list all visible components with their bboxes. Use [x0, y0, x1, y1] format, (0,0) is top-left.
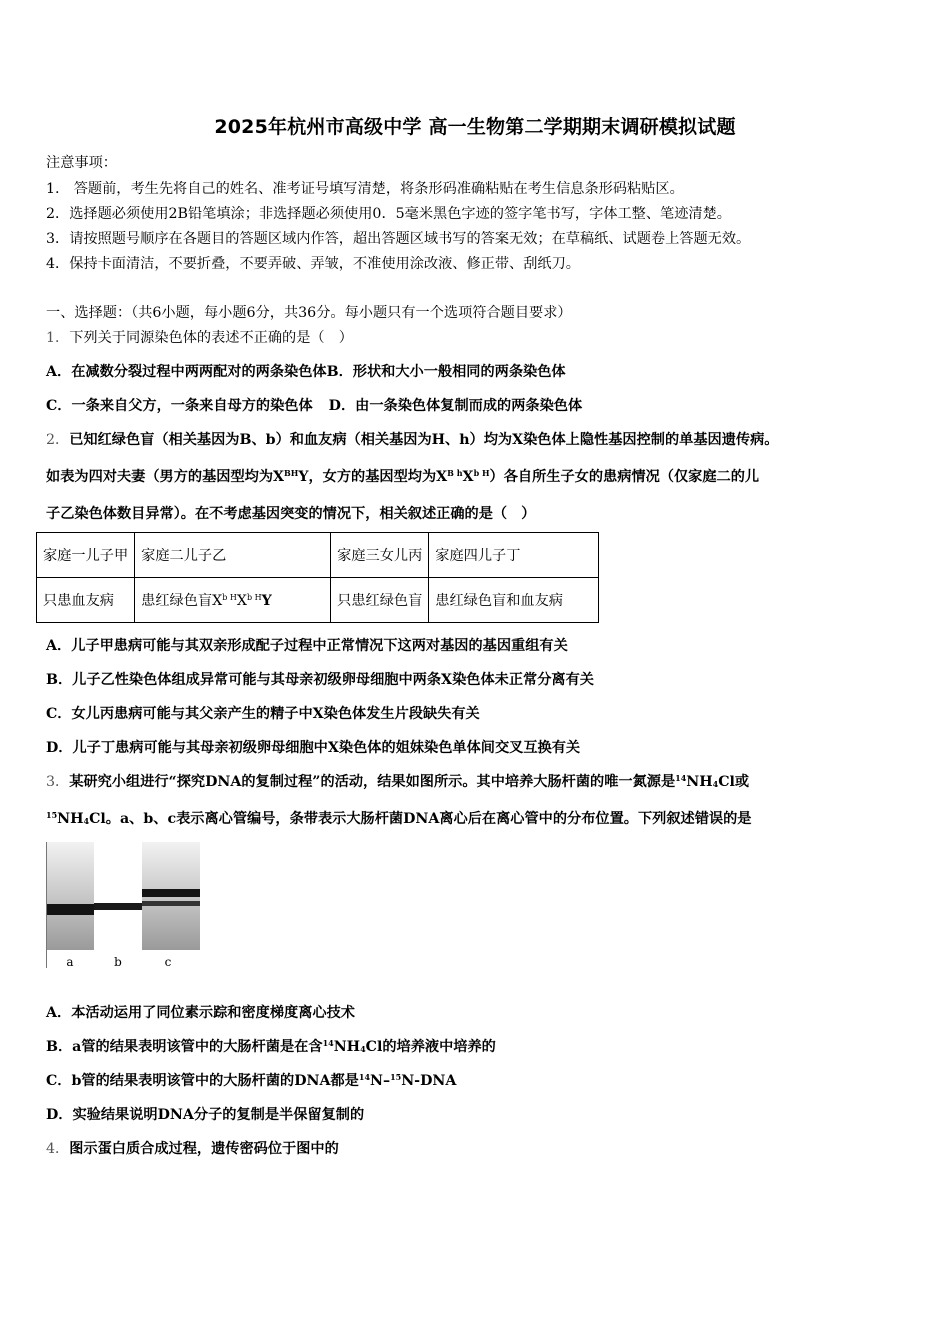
question-stem: 图示蛋白质合成过程，遗传密码位于图中的	[69, 1141, 339, 1157]
cell-text: Y	[261, 593, 272, 609]
q3-option-c[interactable]	[46, 1070, 456, 1090]
tube-b-band	[94, 903, 142, 910]
q1-option-b[interactable]: B．形状和大小一般相同的两条染色体	[326, 364, 566, 380]
q1-options-ab	[46, 361, 566, 381]
stem-text: NH	[57, 811, 84, 827]
table-cell	[135, 578, 331, 623]
q1-option-d[interactable]: D．由一条染色体复制而成的两条染色体	[328, 398, 583, 414]
superscript: 14	[322, 1038, 334, 1048]
tube-label-a: a	[66, 955, 74, 969]
option-text: Cl的培养液中培养的	[365, 1039, 496, 1055]
genotype-table	[36, 532, 599, 623]
superscript: 15	[390, 1072, 402, 1082]
notice-item-1: 1. 答题前，考生先将自己的姓名、准考证号填写清楚，将条形码准确粘贴在考生信息条形码粘贴区。	[46, 181, 684, 197]
table-cell: 家庭四儿子丁	[429, 533, 599, 578]
question-2-line-1	[46, 429, 779, 449]
superscript: b H	[246, 593, 262, 602]
superscript: BH	[284, 468, 299, 478]
subscript: 4	[83, 816, 90, 826]
option-text: B．a管的结果表明该管中的大肠杆菌是在含	[46, 1039, 323, 1055]
superscript: b H	[222, 593, 237, 602]
tube-label-b: b	[114, 955, 122, 969]
question-4	[46, 1138, 339, 1158]
question-2-line-2	[46, 466, 759, 486]
q1-options-cd	[46, 395, 582, 415]
superscript: 14	[675, 773, 687, 783]
superscript: 15	[46, 810, 58, 820]
question-number: 1．	[46, 330, 70, 346]
table-cell: 家庭三女儿丙	[331, 533, 429, 578]
table-cell: 患红绿色盲和血友病	[429, 578, 599, 623]
cell-text: 患红绿色盲X	[141, 593, 223, 609]
option-text: C．b管的结果表明该管中的大肠杆菌的DNA都是	[46, 1073, 359, 1089]
q2-option-c[interactable]: C．女儿丙患病可能与其父亲产生的精子中X染色体发生片段缺失有关	[46, 706, 480, 722]
superscript: b H	[473, 468, 490, 478]
stem-text: NH	[686, 774, 713, 790]
subscript: 4	[360, 1044, 366, 1054]
superscript: 14	[358, 1072, 371, 1082]
centrifuge-tube-figure	[46, 840, 201, 970]
tube-a-band	[47, 904, 94, 915]
q3-option-a[interactable]: A．本活动运用了同位素示踪和密度梯度离心技术	[46, 1005, 355, 1021]
option-text: NH	[333, 1039, 361, 1055]
table-cell: 只患血友病	[37, 578, 135, 623]
question-3-line-1	[46, 771, 749, 791]
notice-item-2: 2．选择题必须使用2B铅笔填涂；非选择题必须使用0．5毫米黑色字迹的签字笔书写，字体工整、笔迹清楚。	[46, 206, 731, 222]
q3-option-b[interactable]	[46, 1036, 496, 1056]
table-row	[37, 533, 599, 578]
section-heading: 一、选择题：（共6小题，每小题6分，共36分。每小题只有一个选项符合题目要求）	[46, 305, 572, 321]
page-title: 2025年杭州市高级中学 高一生物第二学期期末调研模拟试题	[214, 116, 736, 138]
cell-text: X	[236, 593, 247, 609]
option-text: N–	[370, 1073, 391, 1089]
table-cell: 家庭二儿子乙	[135, 533, 331, 578]
q2-option-d[interactable]: D．儿子丁患病可能与其母亲初级卵母细胞中X染色体的姐妹染色单体间交叉互换有关	[46, 740, 581, 756]
notice-item-3: 3．请按照题号顺序在各题目的答题区域内作答，超出答题区域书写的答案无效；在草稿纸、试题卷上答题无效。	[46, 231, 751, 247]
question-number: 4．	[46, 1141, 70, 1157]
tube-a	[47, 842, 94, 950]
question-stem: 已知红绿色盲（相关基因为B、b）和血友病（相关基因为H、h）均为X染色体上隐性基因控制的单基因遗传病。	[69, 432, 779, 448]
q3-option-d[interactable]: D．实验结果说明DNA分子的复制是半保留复制的	[46, 1107, 365, 1123]
question-stem: 下列关于同源染色体的表述不正确的是（ ）	[69, 330, 353, 346]
stem-text: Y，女方的基因型均为X	[298, 469, 448, 485]
subscript: 4	[712, 779, 719, 789]
stem-text: X	[462, 469, 474, 485]
question-number: 3．	[46, 774, 70, 790]
tube-c-band-lower	[142, 901, 200, 906]
table-row	[37, 578, 599, 623]
q1-option-a[interactable]: A．在减数分裂过程中两两配对的两条染色体	[46, 364, 327, 380]
q2-option-b[interactable]: B．儿子乙性染色体组成异常可能与其母亲初级卵母细胞中两条X染色体未正常分离有关	[46, 672, 594, 688]
stem-text: 如表为四对夫妻（男方的基因型均为X	[46, 469, 285, 485]
q1-option-c[interactable]: C．一条来自父方，一条来自母方的染色体	[46, 398, 313, 414]
question-2-line-3: 子乙染色体数目异常）。在不考虑基因突变的情况下，相关叙述正确的是（ ）	[46, 506, 536, 522]
superscript: B h	[447, 468, 463, 478]
question-number: 2．	[46, 432, 70, 448]
table-cell: 只患红绿色盲	[331, 578, 429, 623]
question-1	[46, 327, 353, 347]
stem-text: 某研究小组进行“探究DNA的复制过程”的活动，结果如图所示。其中培养大肠杆菌的唯一氮源是	[69, 774, 676, 790]
stem-text: ）各自所生子女的患病情况（仅家庭二的儿	[489, 469, 760, 485]
option-text: N-DNA	[401, 1073, 457, 1089]
stem-text: Cl。a、b、c表示离心管编号，条带表示大肠杆菌DNA离心后在离心管中的分布位置。下列叙述错误的是	[89, 811, 752, 827]
q2-option-a[interactable]: A．儿子甲患病可能与其双亲形成配子过程中正常情况下这两对基因的基因重组有关	[46, 638, 568, 654]
tube-c-band-upper	[142, 889, 200, 897]
table-cell: 家庭一儿子甲	[37, 533, 135, 578]
stem-text: Cl或	[718, 774, 750, 790]
question-3-line-2	[46, 808, 752, 828]
notice-heading: 注意事项：	[46, 155, 117, 171]
notice-item-4: 4．保持卡面清洁，不要折叠，不要弄破、弄皱，不准使用涂改液、修正带、刮纸刀。	[46, 256, 580, 272]
tube-label-c: c	[164, 955, 172, 969]
